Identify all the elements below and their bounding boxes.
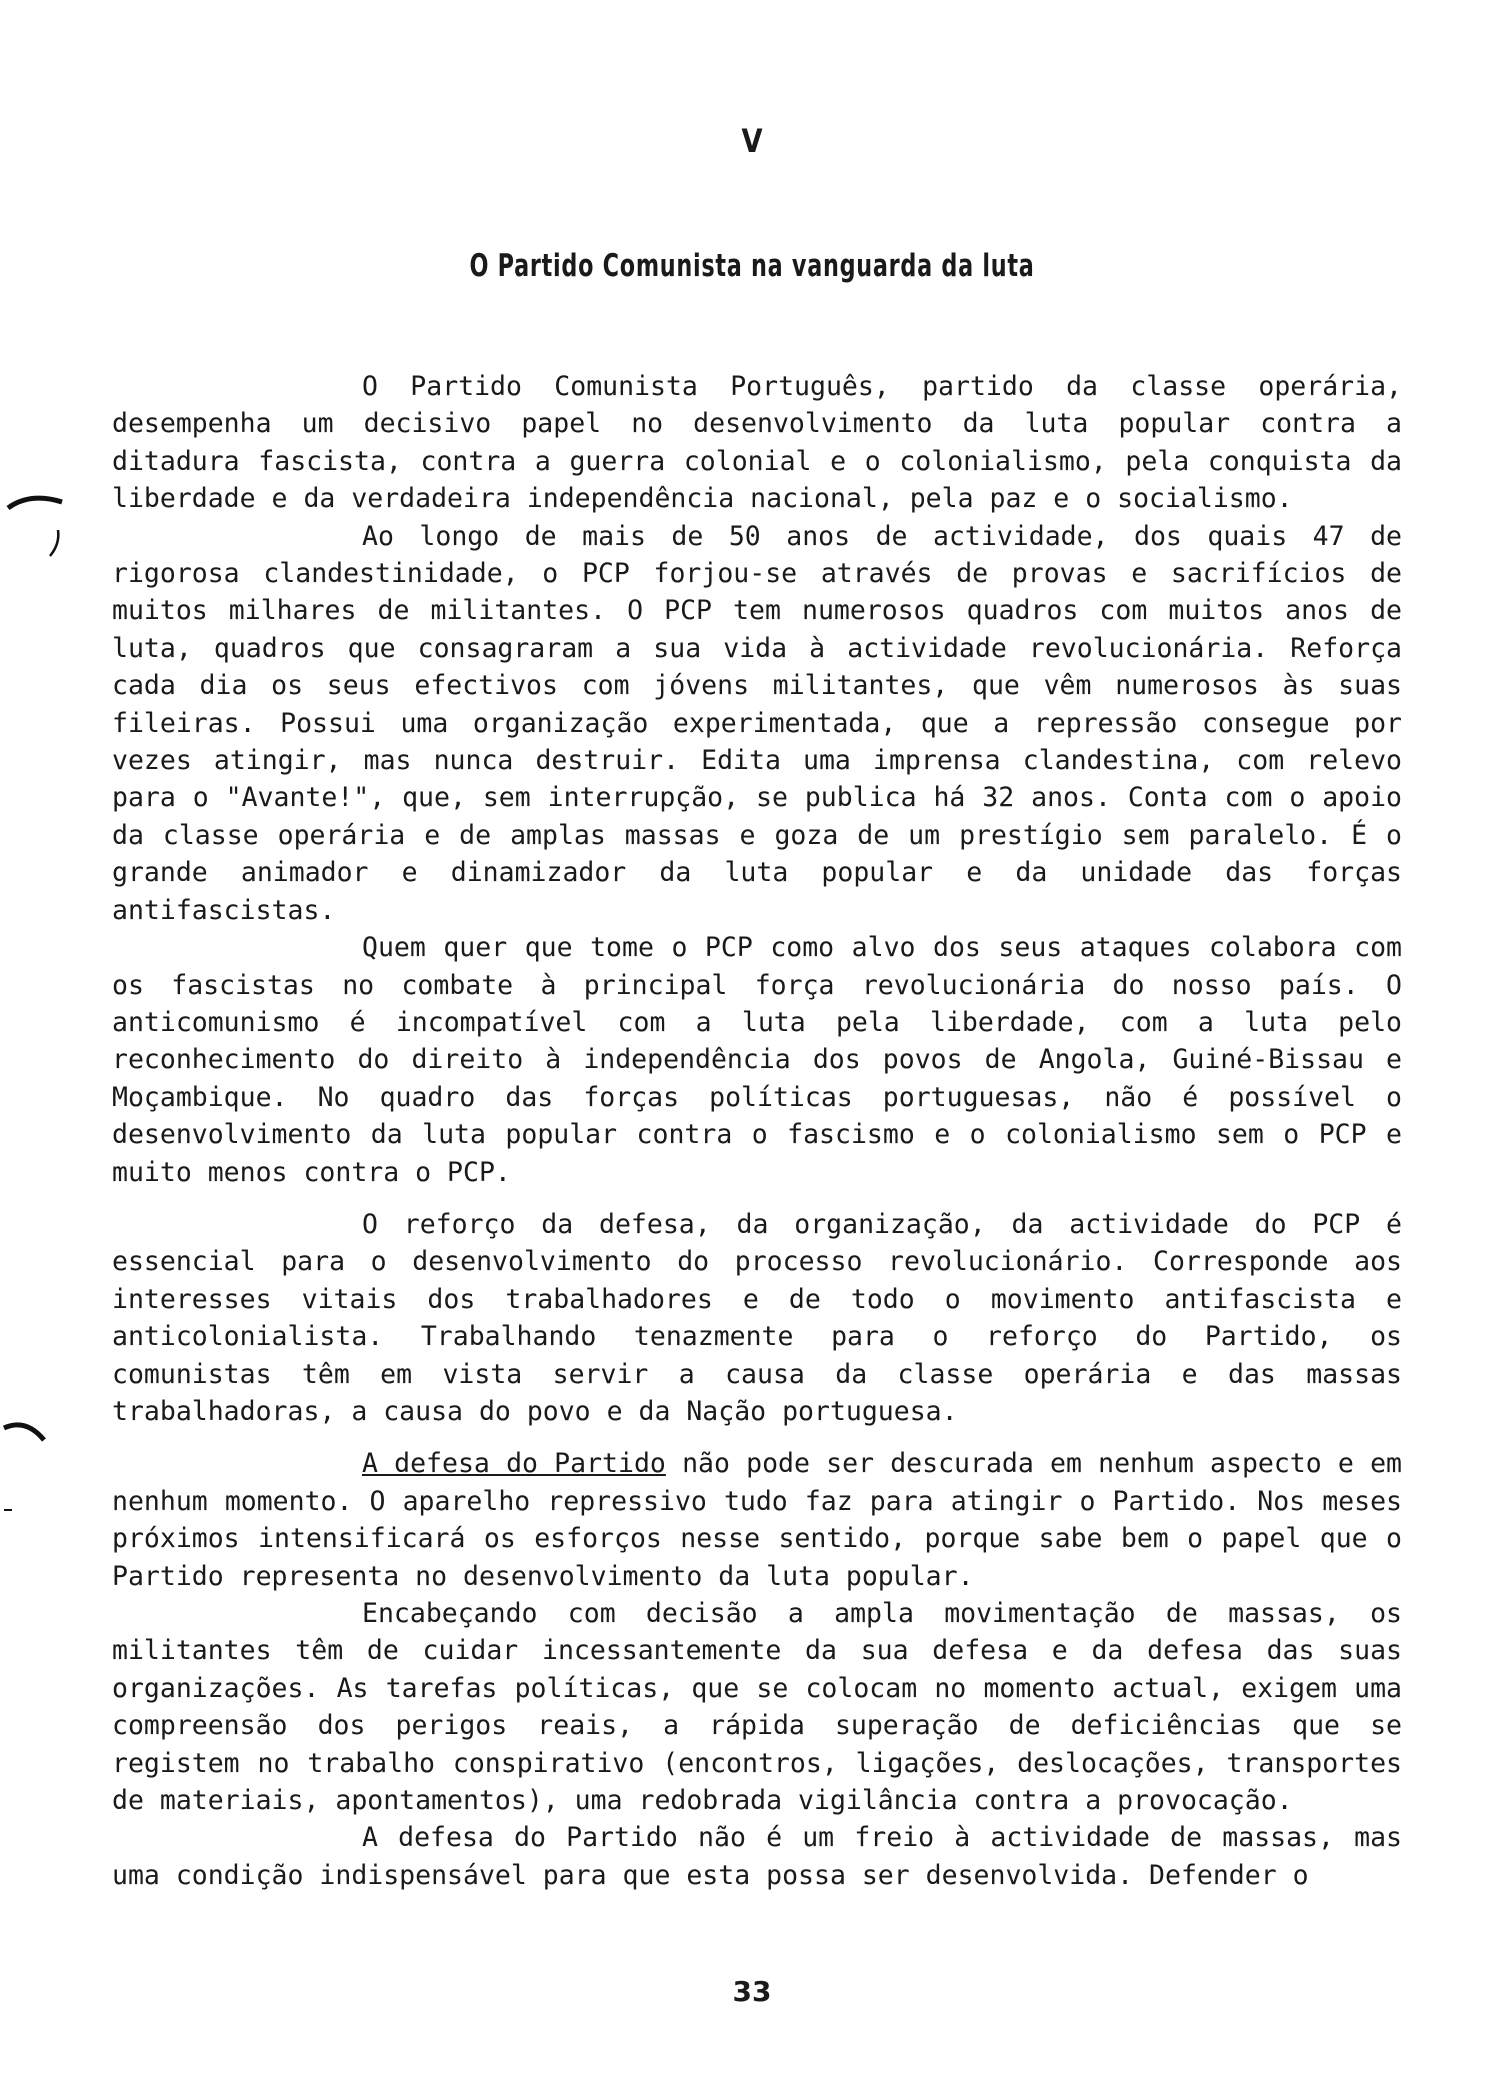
margin-mark-top <box>0 478 70 568</box>
paragraph-5 <box>112 1445 1402 1595</box>
paragraph-7: A defesa do Partido não é um freio à actividade de massas, mas uma condição indispensável para que esta possa ser desenvolvida. Defender o <box>112 1822 1402 1891</box>
paragraph-6: Encabeçando com decisão a ampla movimentação de massas, os militantes têm de cuidar incessantemente da sua defesa e da defesa das suas organizações. As tarefas políticas, que se colocam no momento actual, exigem uma compreensão dos perigos reais, a rápida superação de deficiências que se registem no trabalho conspirativo (encontros, ligações, deslocações, transportes de materiais, apontamentos), uma redobrada vigilância contra a provocação. <box>112 1598 1402 1817</box>
body-text <box>112 368 1402 1894</box>
paragraph-5-text: não pode ser descurada em nenhum aspecto e em nenhum momento. O aparelho repressivo tudo faz para atingir o Partido. Nos meses próximos intensificará os esforços nesse sentido, porque sabe bem o papel que o Partido representa no desenvolvimento da luta popular. <box>112 1448 1402 1592</box>
paragraph-4: O reforço da defesa, da organização, da actividade do PCP é essencial para o desenvolvimento do processo revolucionário. Corresponde aos interesses vitais dos trabalhadores e de todo o movimento antifascista e anticolonialista. Trabalhando tenazmente para o reforço do Partido, os comunistas têm em vista servir a causa da classe operária e das massas trabalhadoras, a causa do povo e da Nação portuguesa. <box>112 1208 1402 1427</box>
margin-mark-bottom <box>0 1410 60 1520</box>
underlined-lead: A defesa do Partido <box>362 1448 666 1480</box>
chapter-number: V <box>741 122 763 160</box>
paragraph-2: Ao longo de mais de 50 anos de actividade, dos quais 47 de rigorosa clandestinidade, o PCP forjou-se através de provas e sacrifícios de muitos milhares de militantes. O PCP tem numerosos quadros com muitos anos de luta, quadros que consagraram a sua vida à actividade revolucionária. Reforça cada dia os seus efectivos com jóvens militantes, que vêm numerosos às suas fileiras. Possui uma organização experimentada, que a repressão consegue por vezes atingir, mas nunca destruir. Edita uma imprensa clandestina, com relevo para o "Avante!", que, sem interrupção, se publica há 32 anos. Conta com o apoio da classe operária e de amplas massas e goza de um prestígio sem paralelo. É o grande animador e dinamizador da luta popular e da unidade das forças antifascistas. <box>112 520 1402 926</box>
page-number: 33 <box>732 1975 772 2008</box>
chapter-title: O Partido Comunista na vanguarda da luta <box>469 248 1035 284</box>
paragraph-3: Quem quer que tome o PCP como alvo dos seus ataques colabora com os fascistas no combate à principal força revolucionária do nosso país. O anticomunismo é incompatível com a luta pela liberdade, com a luta pelo reconhecimento do direito à independência dos povos de Angola, Guiné-Bissau e Moçambique. No quadro das forças políticas portuguesas, não é possível o desenvolvimento da luta popular contra o fascismo e o colonialismo sem o PCP e muito menos contra o PCP. <box>112 932 1402 1188</box>
paragraph-1: O Partido Comunista Português, partido da classe operária, desempenha um decisivo papel no desenvolvimento da luta popular contra a ditadura fascista, contra a guerra colonial e o colonialismo, pela conquista da liberdade e da verdadeira independência nacional, pela paz e o socialismo. <box>112 371 1402 515</box>
